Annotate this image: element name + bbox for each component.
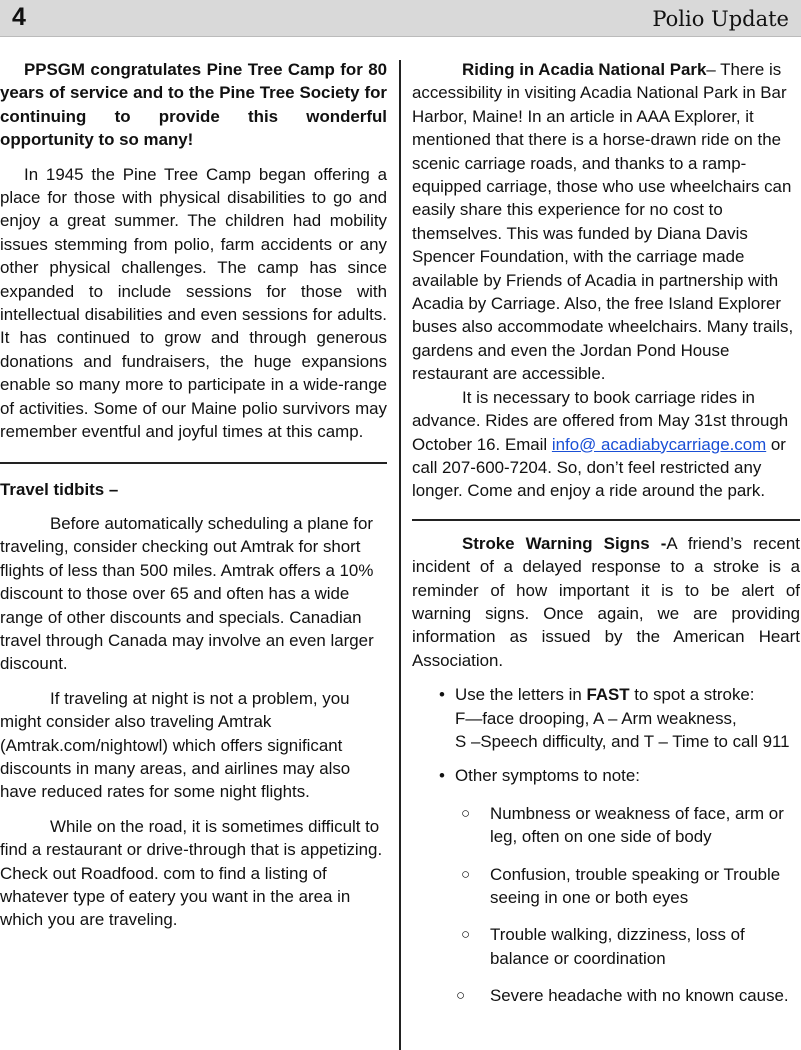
pine-tree-body: In 1945 the Pine Tree Camp began offering a place for those with physical disabilities to go and enjoy a great summer. The children had mobility issues stemming from polio, farm accidents or any other physical challenges. The camp has since expanded to include sessions for those with intellectual disabilities and even sessions for adults. It has continued to grow and through generous donations and fundraisers, the huge expansions enable so many more to participate in a wide-range of activities. Some of our Maine polio survivors may remember eventful and joyful times at this camp. bbox=[0, 164, 387, 442]
bullet-circle-icon: ○ bbox=[461, 865, 471, 883]
fast-intro-end: to spot a stroke: bbox=[629, 685, 755, 705]
fast-line-2: S –Speech difficulty, and T – Time to call 911 bbox=[455, 731, 790, 751]
bullet-circle-icon: ○ bbox=[456, 987, 466, 1005]
bullet-circle-icon: ○ bbox=[461, 926, 471, 944]
stroke-intro: A friend’s recent incident of a delayed response to a stroke is a reminder of how important it is to be alert of warning signs. Once again, we are providing information as issued by the American Heart Association. bbox=[412, 533, 800, 670]
stroke-bullet-list bbox=[412, 683, 800, 788]
other-symptoms-label: Other symptoms to note: bbox=[455, 766, 640, 786]
fast-acronym: FAST bbox=[586, 685, 630, 705]
left-column bbox=[0, 58, 387, 932]
acadia-intro: – There is accessibility in visiting Acadia National Park in Bar Harbor, Maine! In an article in AAA Explorer, it mentioned that there is a horse-drawn ride on the scenic carriage roads, and thanks to a ramp-equipped carriage, those who use wheelchairs can easily share this experience for no cost to themselves. This was funded by Diana Davis Spencer Foundation, with the carriage made available by Friends of Acadia in partnership with Acadia by Carriage. Also, the free Island Explorer buses also accommodate wheelchairs. Many trails, gardens and even the Jordan Pond House restaurant are accessible. bbox=[412, 60, 794, 384]
stroke-intro-paragraph bbox=[412, 532, 800, 672]
pine-tree-headline: PPSGM congratulates Pine Tree Camp for 80 years of service and to the Pine Tree Society for continuing to provide this wonderful opportunity to so many! bbox=[0, 60, 387, 150]
column-divider bbox=[399, 60, 401, 1050]
page-number: 4 bbox=[12, 3, 26, 31]
symptom-text: Confusion, trouble speaking or Trouble seeing in one or both eyes bbox=[490, 864, 781, 907]
travel-paragraph-2: If traveling at night is not a problem, you might consider also traveling Amtrak (Amtrak.com/nightowl) which offers significant discounts in many areas, and airlines may also have reduced rates for some night flights. bbox=[0, 688, 351, 802]
right-column bbox=[412, 58, 800, 1008]
travel-paragraph-3: While on the road, it is sometimes difficult to find a restaurant or drive-through that is appetizing. Check out Roadfood. com to find a listing of whatever type of eatery you want in the area in which you are traveling. bbox=[0, 816, 383, 930]
travel-heading: Travel tidbits – bbox=[0, 479, 119, 499]
list-item bbox=[412, 764, 800, 787]
acadia-heading: Riding in Acadia National Park bbox=[462, 60, 707, 79]
symptom-text: Numbness or weakness of face, arm or leg, often on one side of body bbox=[490, 803, 784, 847]
fast-line-1: F—face drooping, A – Arm weakness, bbox=[455, 708, 737, 728]
stroke-heading: Stroke Warning Signs - bbox=[462, 533, 667, 553]
list-item bbox=[412, 984, 800, 1007]
symptoms-list bbox=[412, 802, 800, 1008]
publication-title: Polio Update bbox=[652, 7, 789, 31]
acadia-paragraph-2 bbox=[412, 386, 800, 503]
page-header bbox=[0, 0, 801, 37]
acadia-email-link[interactable]: info@ acadiabycarriage.com bbox=[551, 434, 767, 454]
acadia-contact-text: or call 207-600-7204. So, don’t feel restricted any longer. Come and enjoy a ride around the park. bbox=[412, 434, 786, 501]
list-item bbox=[412, 923, 800, 970]
acadia-booking-text: It is necessary to book carriage rides in advance. Rides are offered from May 31st through October 16. Email bbox=[412, 387, 789, 454]
bullet-circle-icon: ○ bbox=[461, 804, 471, 822]
symptom-text: Trouble walking, dizziness, loss of balance or coordination bbox=[490, 925, 745, 968]
fast-intro-text: Use the letters in bbox=[455, 685, 587, 705]
list-item bbox=[412, 683, 800, 753]
list-item bbox=[412, 802, 800, 849]
bullet-dot-icon: • bbox=[439, 685, 445, 705]
symptom-text: Severe headache with no known cause. bbox=[490, 986, 789, 1006]
bullet-dot-icon: • bbox=[439, 766, 445, 786]
section-divider bbox=[0, 462, 387, 464]
travel-paragraph-1: Before automatically scheduling a plane for traveling, consider checking out Amtrak for short flights of less than 500 miles. Amtrak offers a 10% discount to those over 65 and often has a wide range of other discounts and specials. Canadian travel through Canada may involve an even larger discount. bbox=[0, 513, 374, 674]
list-item bbox=[412, 863, 800, 910]
acadia-paragraph-1 bbox=[412, 58, 800, 386]
section-divider bbox=[412, 519, 800, 521]
